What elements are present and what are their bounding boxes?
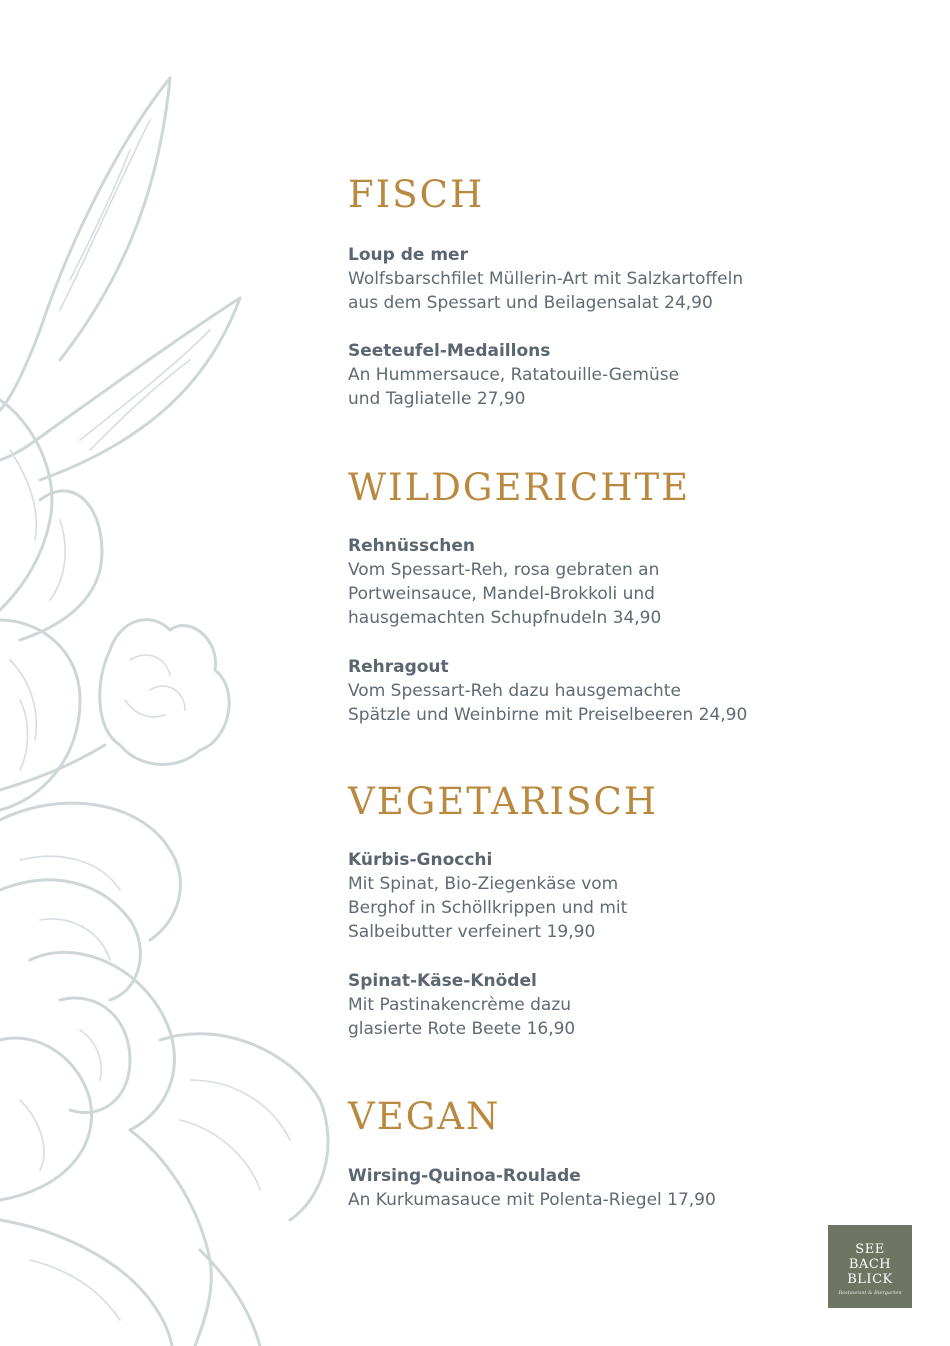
section-title-fisch: FISCH xyxy=(348,173,485,216)
dish-description: Mit Spinat, Bio-Ziegenkäse vom Berghof in Schöllkrippen und mit Salbeibutter verfeinert 19,90 xyxy=(348,874,628,942)
logo-tagline: Restaurant & Biergarten xyxy=(838,1290,902,1296)
logo-line-see: SEE xyxy=(855,1242,885,1257)
dish-description: Vom Spessart-Reh, rosa gebraten an Portweinsauce, Mandel-Brokkoli und hausgemachten Schupfnudeln 34,90 xyxy=(348,560,662,628)
logo-line-blick: BLICK xyxy=(847,1272,893,1287)
logo-line-bach: BACH xyxy=(848,1257,892,1272)
dish-wirsing-quinoa-roulade xyxy=(348,1164,868,1212)
dish-name: Wirsing-Quinoa-Roulade xyxy=(348,1166,581,1186)
dish-description: An Hummersauce, Ratatouille-Gemüse und Tagliatelle 27,90 xyxy=(348,365,680,409)
seebachblick-logo xyxy=(828,1225,912,1308)
dish-seeteufel-medaillons xyxy=(348,339,868,411)
dish-rehnuesschen xyxy=(348,534,868,630)
dish-rehragout xyxy=(348,655,868,727)
dish-description: An Kurkumasauce mit Polenta-Riegel 17,90 xyxy=(348,1190,716,1210)
dish-spinat-kaese-knoedel xyxy=(348,969,868,1041)
dish-name: Kürbis-Gnocchi xyxy=(348,850,493,870)
dish-name: Rehragout xyxy=(348,657,449,677)
section-title-vegetarisch: VEGETARISCH xyxy=(348,780,659,823)
dish-description: Vom Spessart-Reh dazu hausgemachte Spätzle und Weinbirne mit Preiselbeeren 24,90 xyxy=(348,681,748,725)
dish-name: Loup de mer xyxy=(348,245,468,265)
section-title-wildgerichte: WILDGERICHTE xyxy=(348,466,691,509)
section-title-vegan: VEGAN xyxy=(348,1095,501,1138)
floral-illustration xyxy=(0,0,340,1346)
dish-description: Mit Pastinakencrème dazu glasierte Rote Beete 16,90 xyxy=(348,995,576,1039)
dish-description: Wolfsbarschfilet Müllerin-Art mit Salzkartoffeln aus dem Spessart und Beilagensalat 24,90 xyxy=(348,269,744,313)
dish-name: Spinat-Käse-Knödel xyxy=(348,971,537,991)
dish-loup-de-mer xyxy=(348,243,868,315)
dish-kuerbis-gnocchi xyxy=(348,848,868,944)
dish-name: Rehnüsschen xyxy=(348,536,475,556)
dish-name: Seeteufel-Medaillons xyxy=(348,341,551,361)
